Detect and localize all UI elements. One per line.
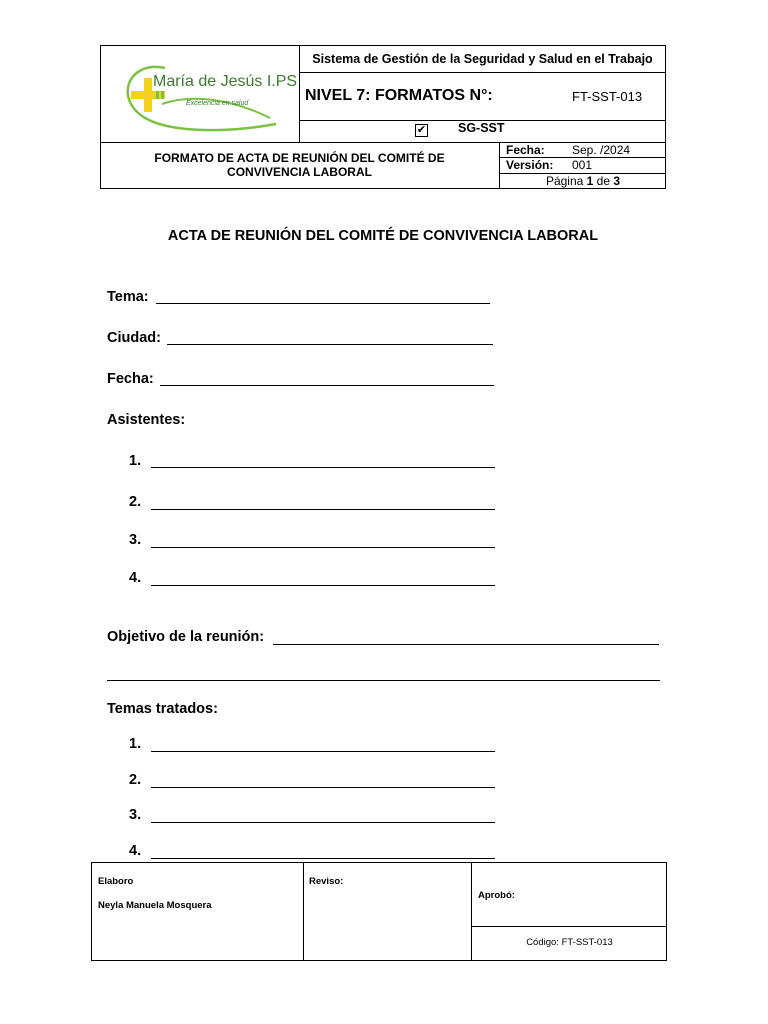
tema-label: Tema: (107, 289, 149, 305)
version-value: 001 (572, 158, 593, 172)
objetivo-field[interactable] (273, 644, 659, 645)
fecha-meta-label: Fecha: (506, 143, 545, 157)
asistente-field[interactable] (151, 467, 495, 468)
asistentes-label: Asistentes: (107, 412, 186, 428)
tema-field[interactable] (156, 303, 490, 304)
ciudad-field[interactable] (167, 344, 493, 345)
page-indicator (500, 174, 666, 188)
aprobo-label: Aprobó: (478, 890, 515, 901)
format-code: FT-SST-013 (572, 89, 643, 104)
objetivo-label: Objetivo de la reunión: (107, 629, 265, 645)
system-short: SG-SST (458, 121, 505, 135)
page-current: 1 (586, 174, 594, 188)
footer-table (91, 862, 667, 961)
document-title (100, 151, 499, 179)
check-box-icon: ✔ (416, 124, 427, 136)
asistente-field[interactable] (151, 547, 495, 548)
tema-tratado-field[interactable] (151, 822, 495, 823)
tema-tratado-number: 3. (129, 807, 142, 823)
company-logo (120, 58, 298, 134)
page-prefix: Página (545, 174, 587, 188)
footer-code: Código: FT-SST-013 (526, 937, 613, 948)
elaboro-name: Neyla Manuela Mosquera (98, 900, 212, 911)
page-total: 3 (613, 174, 621, 188)
asistente-field[interactable] (151, 585, 495, 586)
document-title-line-1: FORMATO DE ACTA DE REUNIÓN DEL COMITÉ DE (154, 151, 445, 165)
reviso-label: Reviso: (309, 876, 344, 887)
temas-label: Temas tratados: (107, 701, 218, 717)
asistente-number: 3. (129, 532, 142, 548)
asistente-number: 4. (129, 570, 142, 586)
tema-tratado-number: 1. (129, 736, 142, 752)
tema-tratado-field[interactable] (151, 787, 495, 788)
elaboro-label: Elaboro (98, 876, 134, 887)
logo-tagline: Excelencia en salud (186, 100, 249, 107)
asistente-number: 1. (129, 453, 142, 469)
fecha-label: Fecha: (107, 371, 154, 387)
ciudad-label: Ciudad: (107, 330, 161, 346)
nivel-label: NIVEL 7: FORMATOS N°: (305, 87, 493, 104)
logo-name: María de Jesús I.PS (153, 73, 298, 90)
asistente-field[interactable] (151, 509, 495, 510)
document-title-line-2: CONVIVENCIA LABORAL (227, 165, 372, 179)
tema-tratado-number: 2. (129, 772, 142, 788)
page-middle: de (593, 174, 614, 188)
fecha-field[interactable] (160, 385, 494, 386)
asistente-number: 2. (129, 494, 142, 510)
tema-tratado-field[interactable] (151, 858, 495, 859)
main-title: ACTA DE REUNIÓN DEL COMITÉ DE CONVIVENCIA LABORAL (167, 228, 599, 244)
tema-tratado-number: 4. (129, 843, 142, 859)
version-label: Versión: (506, 158, 554, 172)
objetivo-field-continuation[interactable] (107, 680, 660, 681)
tema-tratado-field[interactable] (151, 751, 495, 752)
system-title: Sistema de Gestión de la Seguridad y Salud en el Trabajo (312, 52, 653, 66)
fecha-meta-value: Sep. /2024 (572, 143, 631, 157)
